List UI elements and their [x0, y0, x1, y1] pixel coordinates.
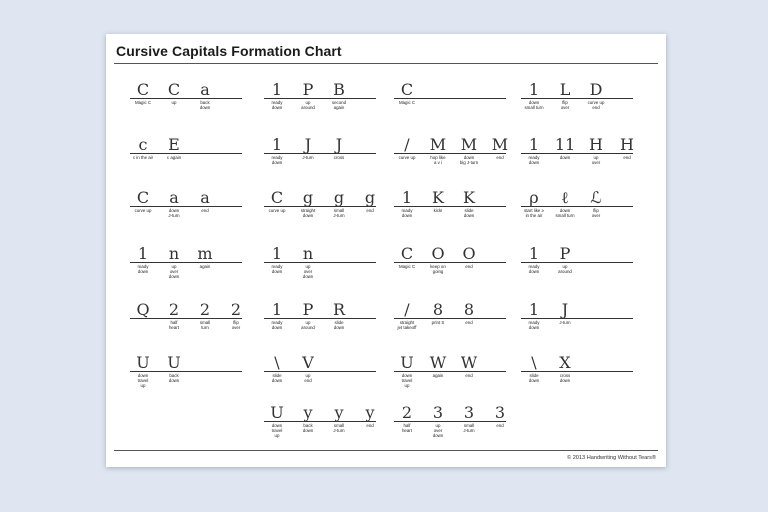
letter-group [394, 184, 512, 229]
step-caption: down small turn [555, 208, 575, 218]
step-caption: slide down [271, 373, 283, 383]
step-caption: ready down [401, 208, 413, 218]
step-caption: down travel up [137, 373, 149, 388]
letter-stroke-glyph: 1 [528, 300, 540, 319]
letter-group [394, 349, 512, 394]
page-title: Cursive Capitals Formation Chart [116, 43, 342, 59]
letter-stroke-glyph: 1 [271, 244, 283, 263]
letter-stroke-glyph: M [429, 135, 447, 154]
letter-stroke-glyph: n [168, 244, 180, 263]
letter-group [264, 296, 382, 341]
step-caption: cross [333, 155, 345, 160]
step-caption: up over down [302, 264, 314, 279]
step-caption: small J-turn [333, 423, 345, 433]
letter-group [394, 296, 512, 341]
letter-stroke-glyph: C [136, 80, 150, 99]
letter-stroke-glyph: C [167, 80, 181, 99]
letter-stroke-glyph: J [335, 135, 343, 154]
step-caption: down J-turn [168, 208, 180, 218]
letter-stroke-glyph: c [138, 135, 148, 154]
baseline [264, 371, 376, 372]
step-caption: end [496, 155, 504, 160]
step-caption: down big J-turn [459, 155, 479, 165]
letter-group [521, 76, 639, 121]
step-caption: curve up [134, 208, 152, 213]
step-caption: half heart [401, 423, 412, 433]
letter-stroke-glyph: P [302, 300, 314, 319]
step-caption: cross down [559, 373, 571, 383]
letter-stroke-glyph: Q [136, 300, 150, 319]
step-caption: end [201, 208, 209, 213]
step-caption: flip over [231, 320, 241, 330]
step-caption: slide down [333, 320, 345, 330]
letter-stroke-glyph: 2 [401, 403, 413, 422]
letter-stroke-glyph: K [463, 188, 475, 207]
chart-sheet [106, 34, 666, 467]
letter-stroke-glyph: / [404, 135, 410, 154]
letter-stroke-glyph: 1 [271, 80, 283, 99]
step-caption: small J-turn [333, 208, 345, 218]
step-caption: J-turn [559, 320, 571, 325]
letter-stroke-glyph: \ [274, 353, 280, 372]
letter-group [394, 399, 512, 444]
letter-stroke-glyph: C [400, 244, 414, 263]
step-caption: end [366, 423, 374, 428]
letter-stroke-glyph: y [334, 403, 344, 422]
letter-stroke-glyph: 2 [199, 300, 211, 319]
letter-stroke-glyph: a [169, 188, 179, 207]
letter-stroke-glyph: y [303, 403, 313, 422]
title-divider [114, 63, 658, 64]
letter-stroke-glyph: C [400, 80, 414, 99]
letter-stroke-glyph: 1 [528, 80, 540, 99]
step-caption: Magic C [134, 100, 152, 105]
letter-stroke-glyph: C [136, 188, 150, 207]
letter-stroke-glyph: U [136, 353, 150, 372]
step-caption: up over down [168, 264, 180, 279]
letter-group [521, 184, 639, 229]
letter-stroke-glyph: E [168, 135, 180, 154]
letter-stroke-glyph: R [332, 300, 346, 319]
baseline [394, 153, 506, 154]
letter-stroke-glyph: W [429, 353, 447, 372]
copyright-notice: © 2013 Handwriting Without Tears® [567, 455, 656, 461]
step-caption: again [199, 264, 211, 269]
letter-stroke-glyph: H [589, 135, 603, 154]
step-caption: again [432, 373, 444, 378]
letter-group [264, 349, 382, 394]
letter-stroke-glyph: J [304, 135, 312, 154]
letter-stroke-glyph: P [302, 80, 314, 99]
letter-group [521, 131, 639, 176]
step-caption: down travel up [271, 423, 283, 438]
letter-group [130, 240, 248, 285]
step-caption: back down [168, 373, 180, 383]
step-caption: flip over [560, 100, 570, 110]
step-caption: end [465, 320, 473, 325]
letter-group [264, 399, 382, 444]
letter-stroke-glyph: 1 [401, 188, 413, 207]
letter-stroke-glyph: H [620, 135, 634, 154]
step-caption: slide down [528, 373, 540, 383]
letter-stroke-glyph: n [302, 244, 314, 263]
letter-stroke-glyph: 1 [271, 135, 283, 154]
letter-stroke-glyph: B [333, 80, 345, 99]
letter-stroke-glyph: ρ [529, 188, 539, 207]
baseline [521, 371, 633, 372]
step-caption: small turn [199, 320, 211, 330]
step-caption: end [496, 423, 504, 428]
step-caption: kick! [433, 208, 443, 213]
letter-stroke-glyph: X [559, 353, 571, 372]
letter-stroke-glyph: 2 [230, 300, 242, 319]
step-caption: up [171, 100, 177, 105]
step-caption: down travel up [401, 373, 413, 388]
step-caption: ready down [271, 100, 283, 110]
step-caption: down [559, 155, 571, 160]
step-caption: ready down [528, 155, 540, 165]
letter-group [130, 349, 248, 394]
letter-stroke-glyph: 3 [432, 403, 444, 422]
letter-stroke-glyph: M [460, 135, 478, 154]
step-caption: curve up end [587, 100, 605, 110]
letter-stroke-glyph: g [364, 188, 376, 207]
letter-group [521, 240, 639, 285]
step-caption: up end [304, 373, 312, 383]
letter-stroke-glyph: 8 [463, 300, 475, 319]
step-caption: ready down [271, 155, 283, 165]
letter-group [394, 76, 512, 121]
letter-stroke-glyph: V [302, 353, 314, 372]
letter-stroke-glyph: K [432, 188, 444, 207]
step-caption: c in the air [132, 155, 154, 160]
step-caption: up around [301, 100, 315, 110]
letter-group [130, 76, 248, 121]
letter-stroke-glyph: O [431, 244, 445, 263]
letter-stroke-glyph: ℓ [561, 188, 569, 207]
step-caption: straight jet takeoff [397, 320, 417, 330]
step-caption: back down [302, 423, 314, 433]
letter-stroke-glyph: / [404, 300, 410, 319]
letter-stroke-glyph: 8 [432, 300, 444, 319]
letter-stroke-glyph: g [333, 188, 345, 207]
step-caption: start like ≥ in the air [524, 208, 544, 218]
step-caption: end [623, 155, 631, 160]
letter-stroke-glyph: g [302, 188, 314, 207]
letter-stroke-glyph: 1 [137, 244, 149, 263]
step-caption: ready down [137, 264, 149, 274]
step-caption: small J-turn [463, 423, 475, 433]
step-caption: ready down [528, 320, 540, 330]
letter-group [394, 131, 512, 176]
letter-stroke-glyph: U [400, 353, 414, 372]
letter-stroke-glyph: 1 [528, 244, 540, 263]
step-caption: up over [591, 155, 601, 165]
baseline [394, 318, 506, 319]
letter-group [130, 184, 248, 229]
step-caption: c again [166, 155, 182, 160]
letter-group [130, 131, 248, 176]
letter-stroke-glyph: y [365, 403, 375, 422]
step-caption: end [465, 264, 473, 269]
step-caption: down small turn [524, 100, 544, 110]
letter-stroke-glyph: W [460, 353, 478, 372]
step-caption: Magic C [398, 264, 416, 269]
step-caption: ready down [528, 264, 540, 274]
letter-stroke-glyph: C [270, 188, 284, 207]
letter-group [521, 349, 639, 394]
step-caption: ready down [271, 320, 283, 330]
letter-stroke-glyph: U [270, 403, 284, 422]
letter-stroke-glyph: L [559, 80, 571, 99]
letter-stroke-glyph: \ [531, 353, 537, 372]
letter-group [264, 184, 382, 229]
step-caption: ready down [271, 264, 283, 274]
step-caption: back down [199, 100, 211, 110]
step-caption: Magic C [398, 100, 416, 105]
step-caption: keep on going [430, 264, 446, 274]
letter-stroke-glyph: a [200, 188, 210, 207]
step-caption: half heart [168, 320, 179, 330]
letter-stroke-glyph: D [589, 80, 603, 99]
letter-group [264, 240, 382, 285]
letter-group [521, 296, 639, 341]
step-caption: J-turn [302, 155, 314, 160]
step-caption: up around [301, 320, 315, 330]
letter-stroke-glyph: ℒ [590, 188, 602, 207]
step-caption: end [465, 373, 473, 378]
letter-stroke-glyph: 1 [271, 300, 283, 319]
letter-stroke-glyph: J [561, 300, 569, 319]
step-caption: slide down [463, 208, 475, 218]
letter-stroke-glyph: 3 [494, 403, 506, 422]
step-caption: print S [431, 320, 445, 325]
letter-stroke-glyph: O [462, 244, 476, 263]
footer-divider [114, 450, 658, 451]
step-caption: up over down [432, 423, 444, 438]
letter-stroke-glyph: m [197, 244, 213, 263]
letter-group [264, 131, 382, 176]
step-caption: curve up [268, 208, 286, 213]
letter-stroke-glyph: U [167, 353, 181, 372]
letter-group [264, 76, 382, 121]
step-caption: curve up [398, 155, 416, 160]
letter-stroke-glyph: P [559, 244, 571, 263]
step-caption: end [366, 208, 374, 213]
step-caption: second again [331, 100, 347, 110]
letter-group [130, 296, 248, 341]
letter-stroke-glyph: a [200, 80, 210, 99]
step-caption: flip over [591, 208, 601, 218]
step-caption: straight down [300, 208, 316, 218]
letter-stroke-glyph: M [491, 135, 509, 154]
step-caption: up around [558, 264, 572, 274]
letter-stroke-glyph: 2 [168, 300, 180, 319]
letter-stroke-glyph: 1 [528, 135, 540, 154]
step-caption: hop like a v i [430, 155, 446, 165]
letter-stroke-glyph: 11 [554, 135, 576, 154]
letter-stroke-glyph: 3 [463, 403, 475, 422]
letter-group [394, 240, 512, 285]
